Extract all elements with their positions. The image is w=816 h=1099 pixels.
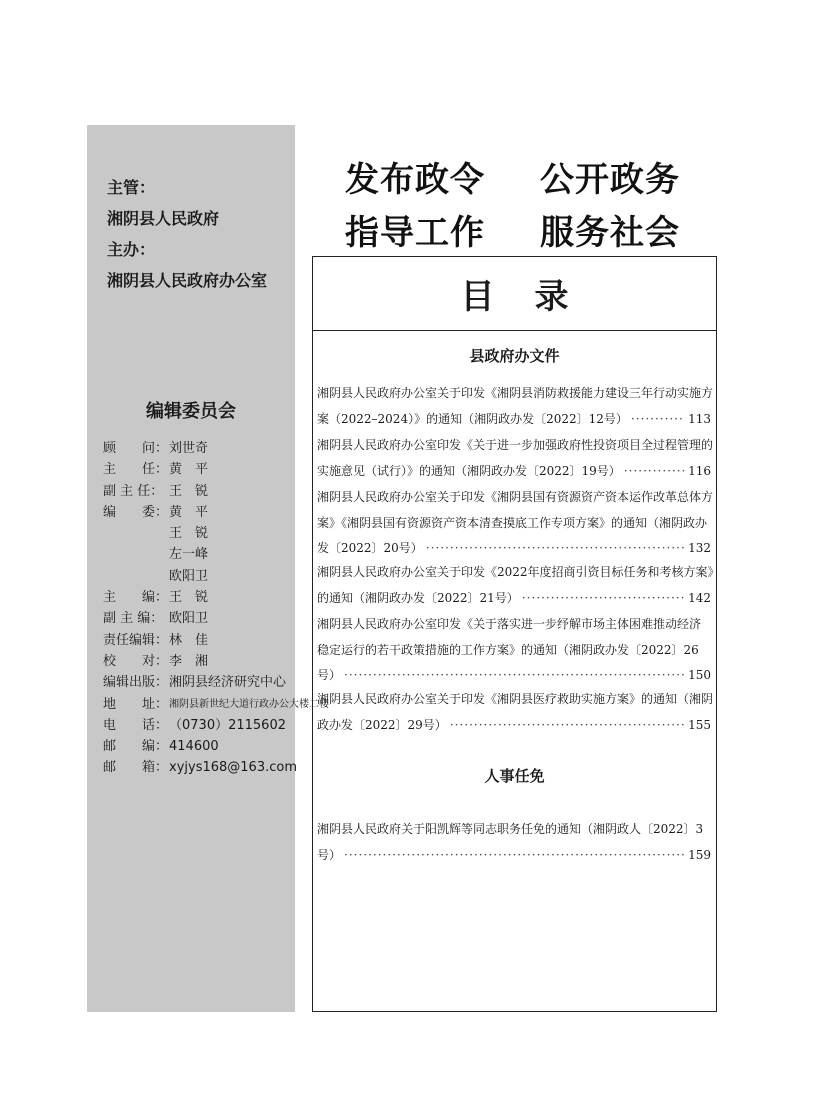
staff-row (103, 566, 329, 587)
toc-leader-dots (344, 843, 685, 869)
toc-entry-text: 湘阴县人民政府办公室关于印发《2022年度招商引资目标任务和考核方案》 (317, 565, 720, 579)
toc-entry-line (317, 459, 711, 485)
staff-role: 主 编： (103, 590, 169, 606)
toc-page-number: 132 (688, 541, 711, 555)
staff-role (103, 523, 169, 544)
staff-name: 黄 平 (169, 462, 209, 478)
staff-row (103, 587, 329, 608)
toc-page-number: 155 (688, 717, 711, 732)
toc-entry-text: 湘阴县人民政府关于阳凯辉等同志职务任免的通知（湘阴政人〔2022〕3 (317, 822, 704, 836)
staff-name: 黄 平 (169, 504, 209, 520)
toc-entry-text: 号） (317, 668, 342, 682)
toc-entry-text: 湘阴县人民政府办公室印发《关于落实进一步纾解市场主体困难推动经济 (317, 617, 702, 631)
staff-row (103, 502, 329, 523)
staff-name: 林 佳 (169, 632, 209, 648)
staff-row (103, 608, 329, 629)
toc-page-number: 113 (688, 411, 711, 426)
staff-name: 湘阴县经济研究中心 (169, 675, 287, 691)
sponsor-supervisor: 湘阴县人民政府 (107, 209, 220, 228)
slogan-line-2 (345, 205, 735, 254)
staff-role: 邮 编： (103, 739, 169, 755)
toc-leader-dots (344, 663, 685, 689)
slogan-line-1 (345, 152, 735, 201)
toc-entry-text: 湘阴县人民政府办公室关于印发《湘阴县国有资源资产资本运作改革总体方 (317, 490, 714, 504)
staff-role: 主 任： (103, 462, 169, 478)
staff-role: 副 主 编： (103, 611, 164, 627)
toc-entry[interactable] (317, 485, 714, 562)
toc-entry[interactable] (317, 687, 714, 738)
toc-page-number: 116 (688, 463, 711, 478)
staff-row (103, 736, 329, 757)
toc-section-title: 人事任免 (484, 767, 545, 785)
staff-name: 王 锐 (169, 590, 209, 606)
toc-entry-text: 湘阴县人民政府办公室印发《关于进一步加强政府性投资项目全过程管理的 (317, 438, 714, 452)
toc-leader-dots (522, 586, 685, 612)
staff-role: 顾 问： (103, 441, 169, 456)
sponsor-label-organizer: 主办： (107, 240, 156, 259)
toc-leader-dots (426, 536, 685, 562)
staff-row (103, 459, 329, 480)
staff-name: 414600 (169, 739, 219, 755)
staff-name: （0730）2115602 (169, 717, 286, 733)
toc-entry-text: 湘阴县人民政府办公室关于印发《湘阴县医疗救助实施方案》的通知（湘阴 (317, 692, 714, 706)
staff-row (103, 757, 329, 778)
toc-entry[interactable] (317, 560, 720, 611)
slogan-item: 发布政令 (345, 160, 485, 200)
staff-list (103, 438, 329, 779)
staff-row (103, 438, 329, 459)
toc-entry[interactable] (317, 817, 711, 868)
toc-leader-dots (631, 407, 685, 433)
toc-leader-dots (450, 713, 685, 739)
staff-role: 电 话： (103, 717, 169, 733)
toc-section-title: 县政府办文件 (469, 347, 560, 365)
staff-role (103, 544, 169, 565)
toc-entry-text: 案》《湘阴县国有资源资产资本清查摸底工作专项方案》的通知（湘阴政办 (317, 515, 708, 530)
toc-entry-line (317, 713, 711, 739)
toc-entry-line (317, 843, 711, 869)
staff-row (103, 630, 329, 651)
toc-entry-line (317, 485, 714, 511)
staff-role: 地 址： (103, 696, 169, 712)
toc-entry[interactable] (317, 433, 714, 484)
toc-page-number: 150 (688, 668, 711, 682)
staff-row (103, 651, 329, 672)
staff-role: 责任编辑： (103, 632, 169, 648)
toc-entry-line (317, 638, 711, 664)
committee-title: 编辑委员会 (146, 401, 236, 422)
toc-entry-line (317, 511, 711, 537)
staff-name: 王 锐 (169, 526, 209, 542)
staff-role: 编 委： (103, 504, 169, 520)
slogan-item: 公开政务 (540, 160, 680, 200)
toc-entry-line (317, 817, 711, 843)
toc-entry-text: 湘阴县人民政府办公室关于印发《湘阴县消防救援能力建设三年行动实施方 (317, 386, 714, 400)
toc-entry-line (317, 433, 714, 459)
staff-role (103, 566, 169, 587)
staff-row (103, 715, 329, 736)
staff-name: 李 湘 (169, 653, 209, 669)
toc-leader-dots (624, 459, 685, 485)
staff-role: 副 主 任： (103, 483, 164, 499)
sponsor-label-supervisor: 主管： (107, 178, 156, 197)
staff-name: 欧阳卫 (169, 568, 209, 584)
staff-name: xyjys168@163.com (169, 760, 297, 776)
staff-name: 欧阳卫 (169, 611, 209, 627)
staff-role: 邮 箱： (103, 760, 169, 776)
toc-entry-line (317, 687, 714, 713)
toc-page-number: 159 (688, 847, 711, 862)
toc-entry-text: 发〔2022〕20号） (317, 541, 423, 555)
staff-row (103, 523, 329, 544)
staff-row (103, 544, 329, 565)
staff-role: 编辑出版： (103, 675, 169, 691)
slogan-item: 指导工作 (345, 213, 485, 253)
toc-entry-line (317, 381, 714, 407)
staff-row (103, 694, 329, 715)
staff-name: 湘阴县新世纪大道行政办公大楼二楼 (169, 698, 329, 710)
toc-entry-line (317, 536, 711, 562)
toc-entry-text: 的通知（湘阴政办发〔2022〕21号） (317, 590, 519, 605)
staff-name: 刘世奇 (169, 441, 209, 456)
toc-page-number: 142 (688, 590, 711, 605)
toc-entry-line (317, 407, 711, 433)
sponsor-organizer: 湘阴县人民政府办公室 (107, 271, 268, 290)
toc-entry[interactable] (317, 381, 714, 432)
toc-entry-line (317, 663, 711, 689)
staff-role: 校 对： (103, 653, 169, 669)
staff-row (103, 481, 329, 502)
toc-entry-text: 稳定运行的若干政策措施的工作方案》的通知（湘阴政办发〔2022〕26 (317, 642, 699, 657)
toc-entry-text: 实施意见（试行）》的通知（湘阴政办发〔2022〕19号） (317, 463, 621, 478)
toc-box (312, 256, 720, 1012)
toc-entry[interactable] (317, 612, 711, 689)
toc-entry-text: 政办发〔2022〕29号） (317, 717, 447, 732)
toc-entry-line (317, 586, 711, 612)
staff-row (103, 672, 329, 693)
staff-name: 左一峰 (169, 547, 209, 563)
toc-entry-line (317, 560, 720, 586)
toc-entry-line (317, 612, 711, 638)
staff-name: 王 锐 (169, 483, 209, 499)
sponsor-block (107, 172, 267, 296)
toc-entry-text: 号） (317, 847, 342, 862)
slogan-item: 服务社会 (540, 213, 680, 253)
toc-entry-text: 案（2022–2024）》的通知（湘阴政办发〔2022〕12号） (317, 411, 628, 426)
toc-title: 目录 (313, 257, 716, 331)
